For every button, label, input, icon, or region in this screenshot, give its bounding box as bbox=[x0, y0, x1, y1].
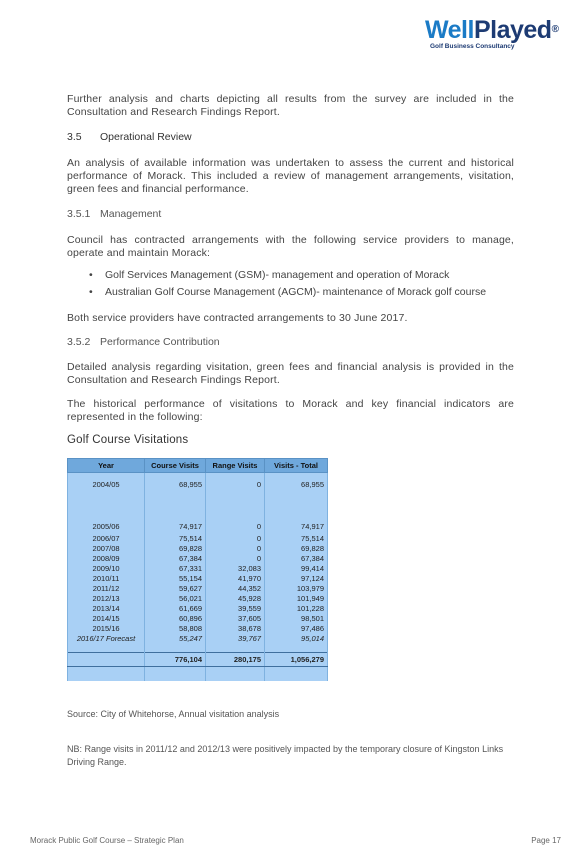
cell-range-visits: 37,605 bbox=[206, 613, 265, 623]
cell-range-visits: 32,083 bbox=[206, 563, 265, 573]
paragraph-analysis bbox=[67, 157, 514, 196]
subsection-title: Management bbox=[100, 208, 162, 220]
column-header-visits-total: Visits - Total bbox=[265, 459, 328, 473]
table-spacer-row bbox=[68, 643, 328, 653]
cell-visits-total: 101,949 bbox=[265, 593, 328, 603]
cell-total-label bbox=[68, 653, 145, 667]
cell-range-visits: 0 bbox=[206, 533, 265, 543]
column-header-range-visits: Range Visits bbox=[206, 459, 265, 473]
paragraph-text: Detailed analysis regarding visitation, green fees and financial analysis is provided in the Consultation and Research Findings Report. bbox=[67, 361, 514, 386]
cell-year: 2016/17 Forecast bbox=[68, 633, 145, 643]
cell-range-visits: 39,767 bbox=[206, 633, 265, 643]
list-item: • Golf Services Management (GSM)- management and operation of Morack bbox=[89, 269, 486, 286]
cell-visits-total: 103,979 bbox=[265, 583, 328, 593]
cell-year: 2015/16 bbox=[68, 623, 145, 633]
cell-total-range-visits: 280,175 bbox=[206, 653, 265, 667]
paragraph-text: The historical performance of visitations to Morack and key financial indicators are represented in the following: bbox=[67, 398, 514, 423]
paragraph-council-contracts bbox=[67, 234, 514, 260]
cell-visits-total: 97,124 bbox=[265, 573, 328, 583]
logo-tagline: Golf Business Consultancy bbox=[430, 43, 515, 50]
paragraph-detailed-analysis bbox=[67, 361, 514, 387]
cell-course-visits: 56,021 bbox=[145, 593, 206, 603]
cell-range-visits: 39,559 bbox=[206, 603, 265, 613]
paragraph-historical-performance bbox=[67, 398, 514, 424]
table-source-note: Source: City of Whitehorse, Annual visitation analysis bbox=[67, 709, 280, 719]
cell-year: 2007/08 bbox=[68, 543, 145, 553]
cell-range-visits: 0 bbox=[206, 495, 265, 533]
column-header-course-visits: Course Visits bbox=[145, 459, 206, 473]
subsection-number: 3.5.1 bbox=[67, 208, 91, 220]
paragraph-contract-term bbox=[67, 312, 514, 325]
cell-visits-total: 74,917 bbox=[265, 495, 328, 533]
subsection-heading-management bbox=[67, 208, 161, 220]
cell-range-visits: 45,928 bbox=[206, 593, 265, 603]
table-row bbox=[68, 623, 328, 633]
paragraph-text: Council has contracted arrangements with the following service providers to manage, operate and maintain Morack: bbox=[67, 234, 514, 259]
table-total-row bbox=[68, 653, 328, 667]
subsection-number: 3.5.2 bbox=[67, 336, 91, 348]
cell-range-visits: 0 bbox=[206, 473, 265, 496]
table-row bbox=[68, 593, 328, 603]
visitations-table bbox=[67, 458, 328, 681]
logo-word-well: Well bbox=[425, 16, 474, 44]
cell-year: 2004/05 bbox=[68, 473, 145, 496]
paragraph-text: Both service providers have contracted arrangements to 30 June 2017. bbox=[67, 312, 408, 324]
cell-range-visits: 0 bbox=[206, 553, 265, 563]
range-visits-note: NB: Range visits in 2011/12 and 2012/13 were positively impacted by the temporary closure of Kingston Links Driving Range. bbox=[67, 744, 504, 767]
table-row bbox=[68, 573, 328, 583]
paragraph-text: Further analysis and charts depicting all results from the survey are included in the Consultation and Research Findings Report. bbox=[67, 93, 514, 118]
cell-visits-total: 68,955 bbox=[265, 473, 328, 496]
footer-page-number: Page 17 bbox=[531, 836, 561, 845]
cell-course-visits: 67,384 bbox=[145, 553, 206, 563]
cell-course-visits: 58,808 bbox=[145, 623, 206, 633]
table-row bbox=[68, 553, 328, 563]
cell-visits-total: 95,014 bbox=[265, 633, 328, 643]
cell-course-visits: 74,917 bbox=[145, 495, 206, 533]
cell-year: 2008/09 bbox=[68, 553, 145, 563]
cell-visits-total: 97,486 bbox=[265, 623, 328, 633]
subsection-title: Performance Contribution bbox=[100, 336, 220, 348]
paragraph-further-analysis bbox=[67, 93, 514, 119]
column-header-year: Year bbox=[68, 459, 145, 473]
cell-course-visits: 69,828 bbox=[145, 543, 206, 553]
table-row bbox=[68, 563, 328, 573]
table-row bbox=[68, 543, 328, 553]
cell-total-visits: 1,056,279 bbox=[265, 653, 328, 667]
cell-year: 2013/14 bbox=[68, 603, 145, 613]
logo-word-played: Played bbox=[473, 16, 552, 44]
table-row bbox=[68, 583, 328, 593]
cell-visits-total: 98,501 bbox=[265, 613, 328, 623]
cell-course-visits: 75,514 bbox=[145, 533, 206, 543]
cell-course-visits: 55,154 bbox=[145, 573, 206, 583]
cell-year: 2012/13 bbox=[68, 593, 145, 603]
cell-visits-total: 99,414 bbox=[265, 563, 328, 573]
table-row bbox=[68, 613, 328, 623]
cell-year: 2014/15 bbox=[68, 613, 145, 623]
cell-range-visits: 41,970 bbox=[206, 573, 265, 583]
table-row bbox=[68, 473, 328, 496]
cell-visits-total: 75,514 bbox=[265, 533, 328, 543]
table-row bbox=[68, 533, 328, 543]
cell-year: 2011/12 bbox=[68, 583, 145, 593]
cell-total-course-visits: 776,104 bbox=[145, 653, 206, 667]
section-number: 3.5 bbox=[67, 131, 82, 143]
cell-year: 2005/06 bbox=[68, 495, 145, 533]
cell-visits-total: 69,828 bbox=[265, 543, 328, 553]
cell-course-visits: 68,955 bbox=[145, 473, 206, 496]
cell-year: 2010/11 bbox=[68, 573, 145, 583]
cell-visits-total: 67,384 bbox=[265, 553, 328, 563]
section-title: Operational Review bbox=[100, 131, 192, 143]
cell-course-visits: 60,896 bbox=[145, 613, 206, 623]
table-title: Golf Course Visitations bbox=[67, 434, 189, 446]
paragraph-text: An analysis of available information was undertaken to assess the current and historical performance of Morack. This included a review of management arrangements, visitation, green fees and financial performance. bbox=[67, 157, 514, 195]
cell-range-visits: 38,678 bbox=[206, 623, 265, 633]
logo-trademark: ® bbox=[551, 24, 559, 35]
cell-year: 2009/10 bbox=[68, 563, 145, 573]
cell-course-visits: 59,627 bbox=[145, 583, 206, 593]
cell-range-visits: 0 bbox=[206, 543, 265, 553]
cell-course-visits: 61,669 bbox=[145, 603, 206, 613]
list-item: • Australian Golf Course Management (AGCM)- maintenance of Morack golf course bbox=[89, 286, 486, 303]
wellplayed-logo bbox=[425, 16, 571, 56]
footer-document-title: Morack Public Golf Course – Strategic Plan bbox=[30, 836, 184, 845]
table-row bbox=[68, 495, 328, 533]
cell-course-visits: 55,247 bbox=[145, 633, 206, 643]
service-provider-list bbox=[89, 269, 486, 303]
subsection-heading-performance bbox=[67, 336, 220, 348]
table-row bbox=[68, 603, 328, 613]
table-spacer-row bbox=[68, 667, 328, 682]
cell-course-visits: 67,331 bbox=[145, 563, 206, 573]
table-row bbox=[68, 633, 328, 643]
cell-visits-total: 101,228 bbox=[265, 603, 328, 613]
cell-range-visits: 44,352 bbox=[206, 583, 265, 593]
cell-year: 2006/07 bbox=[68, 533, 145, 543]
section-heading-operational-review bbox=[67, 131, 192, 143]
table-header-row bbox=[68, 459, 328, 473]
